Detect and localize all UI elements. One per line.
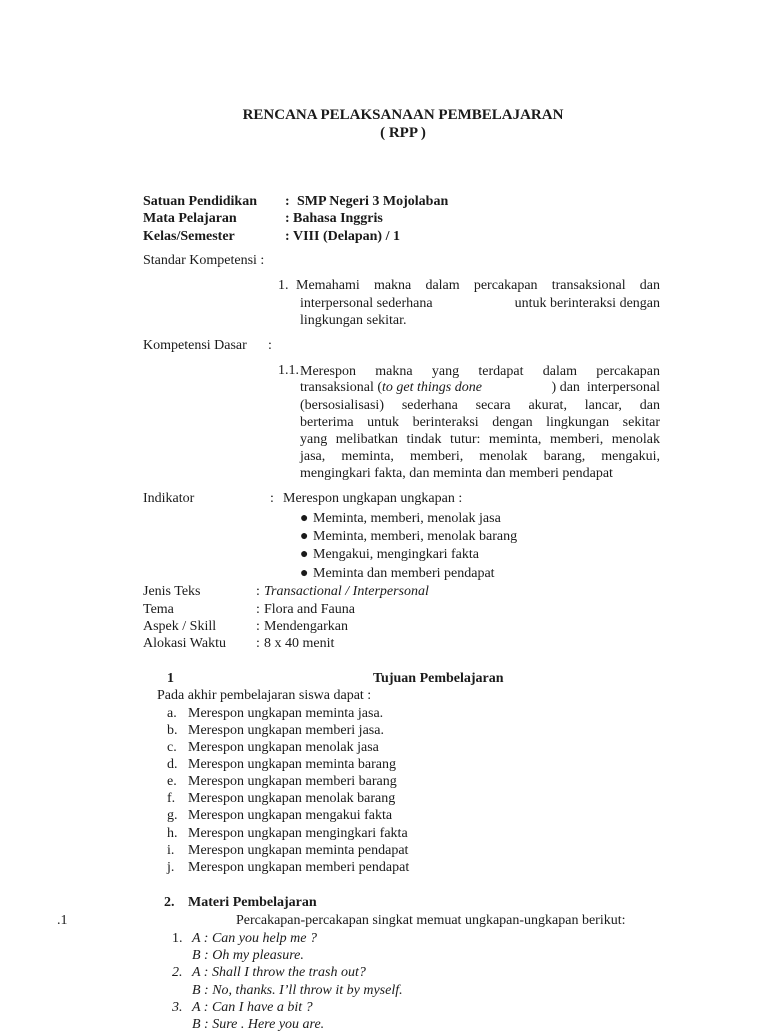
identity-sep: :: [285, 229, 290, 244]
list-item: Merespon ungkapan menolak jasa: [188, 740, 379, 755]
section-heading-materi: Materi Pembelajaran: [188, 895, 317, 910]
list-letter: f.: [167, 791, 176, 806]
info-sep: :: [256, 584, 260, 599]
dialog-line-a: A : Can you help me ?: [192, 931, 317, 946]
kd-line-2: [300, 380, 660, 396]
list-item: Merespon ungkapan mengakui fakta: [188, 808, 393, 823]
dialog-number: 3.: [172, 1000, 183, 1015]
list-letter: g.: [167, 808, 178, 823]
sk-line-2a: interpersonal sederhana: [300, 296, 433, 311]
info-sep: :: [256, 602, 260, 617]
indikator-item: [300, 547, 479, 563]
document-title: RENCANA PELAKSANAAN PEMBELAJARAN: [242, 107, 564, 123]
materi-intro: Percakapan-percakapan singkat memuat ungkapan-ungkapan berikut:: [236, 913, 626, 928]
list-letter: d.: [167, 757, 178, 772]
indikator-item-text: Meminta dan memberi pendapat: [313, 566, 495, 581]
indikator-item-text: Mengakui, mengingkari fakta: [313, 547, 480, 562]
identity-value: SMP Negeri 3 Mojolaban: [297, 194, 449, 209]
indikator-item: [300, 511, 501, 527]
list-letter: j.: [167, 860, 175, 875]
section-number: 1: [167, 671, 174, 686]
sk-line-2b: untuk berinteraksi dengan: [514, 296, 660, 311]
list-letter: e.: [167, 774, 177, 789]
sk-word: dalam: [425, 278, 460, 293]
sk-line-3: lingkungan sekitar.: [300, 313, 407, 328]
kd-line-2-post: ) dan interpersonal: [551, 380, 660, 395]
info-sep: :: [256, 636, 260, 651]
kompetensi-dasar-label: Kompetensi Dasar: [143, 338, 247, 353]
bullet-icon: ●: [300, 547, 309, 562]
list-letter: b.: [167, 723, 178, 738]
document-subtitle: ( RPP ): [380, 125, 426, 141]
list-letter: a.: [167, 706, 177, 721]
info-label: Jenis Teks: [143, 584, 201, 599]
dialog-line-b: B : No, thanks. I’ll throw it by myself.: [192, 983, 403, 998]
list-letter: c.: [167, 740, 177, 755]
identity-label: Satuan Pendidikan: [143, 194, 257, 209]
indikator-intro: Merespon ungkapan ungkapan :: [283, 491, 463, 506]
standar-kompetensi-label: Standar Kompetensi :: [143, 253, 265, 268]
identity-sep: :: [285, 194, 290, 209]
kd-line-4: berterima untuk berinteraksi dengan lingkungan sekitar: [300, 415, 660, 430]
info-sep: :: [256, 619, 260, 634]
list-item: Merespon ungkapan meminta pendapat: [188, 843, 409, 858]
identity-sep: :: [285, 211, 290, 226]
kd-number: 1.1.: [278, 363, 299, 378]
list-item: Merespon ungkapan memberi jasa.: [188, 723, 384, 738]
indikator-sep: :: [270, 491, 274, 506]
info-value: Mendengarkan: [264, 619, 348, 634]
sk-number: 1.: [278, 278, 289, 293]
dialog-line-a: A : Shall I throw the trash out?: [192, 965, 366, 980]
list-item: Merespon ungkapan memberi barang: [188, 774, 397, 789]
list-item: Merespon ungkapan mengingkari fakta: [188, 826, 408, 841]
info-label: Aspek / Skill: [143, 619, 217, 634]
dialog-number: 1.: [172, 931, 183, 946]
indikator-item: [300, 529, 517, 545]
kd-line-2-italic: to get things done: [382, 380, 482, 395]
list-item: Merespon ungkapan meminta jasa.: [188, 706, 384, 721]
identity-label: Kelas/Semester: [143, 229, 235, 244]
identity-value: Bahasa Inggris: [293, 211, 383, 226]
info-value: Flora and Fauna: [264, 602, 355, 617]
bullet-icon: ●: [300, 529, 309, 544]
sk-word: dan: [639, 278, 660, 293]
section-number: 2.: [164, 895, 175, 910]
kd-line-3: (bersosialisasi) sederhana secara akurat, lancar, dan: [300, 398, 660, 413]
sk-word: makna: [373, 278, 412, 293]
dialog-number: 2.: [172, 965, 183, 980]
info-label: Tema: [143, 602, 174, 617]
dialog-line-b: B : Oh my pleasure.: [192, 948, 304, 963]
list-item: Merespon ungkapan menolak barang: [188, 791, 396, 806]
indikator-item: [300, 566, 495, 582]
list-item: Merespon ungkapan meminta barang: [188, 757, 396, 772]
kd-line-2-part: [300, 380, 482, 396]
dialog-line-b: B : Sure . Here you are.: [192, 1017, 325, 1032]
bullet-icon: ●: [300, 566, 309, 581]
list-letter: i.: [167, 843, 175, 858]
indikator-label: Indikator: [143, 491, 195, 506]
kd-line-1: Merespon makna yang terdapat dalam percakapan: [300, 364, 660, 379]
indikator-item-text: Meminta, memberi, menolak jasa: [313, 511, 501, 526]
identity-label: Mata Pelajaran: [143, 211, 237, 226]
section-heading-tujuan: Tujuan Pembelajaran: [373, 671, 504, 686]
info-label: Alokasi Waktu: [143, 636, 226, 651]
info-value: 8 x 40 menit: [264, 636, 335, 651]
sk-line-1: [296, 278, 660, 294]
list-letter: h.: [167, 826, 178, 841]
bullet-icon: ●: [300, 511, 309, 526]
indikator-item-text: Meminta, memberi, menolak barang: [313, 529, 518, 544]
list-item: Merespon ungkapan memberi pendapat: [188, 860, 410, 875]
kd-line-5: yang melibatkan tindak tutur: meminta, memberi, menolak: [300, 432, 660, 447]
kd-line-2-pre: transaksional (: [300, 380, 383, 395]
identity-value: VIII (Delapan) / 1: [293, 229, 400, 244]
sk-word: Memahami: [296, 278, 360, 293]
info-value: Transactional / Interpersonal: [264, 584, 429, 599]
kd-sep: :: [268, 338, 272, 353]
sk-word: transaksional: [551, 278, 626, 293]
materi-side-number: .1: [57, 913, 68, 928]
tujuan-intro: Pada akhir pembelajaran siswa dapat :: [157, 688, 372, 703]
sk-word: percakapan: [473, 278, 538, 293]
dialog-line-a: A : Can I have a bit ?: [192, 1000, 313, 1015]
kd-line-6: jasa, meminta, memberi, menolak barang, mengakui,: [300, 449, 660, 464]
kd-line-7: mengingkari fakta, dan meminta dan memberi pendapat: [300, 466, 613, 481]
